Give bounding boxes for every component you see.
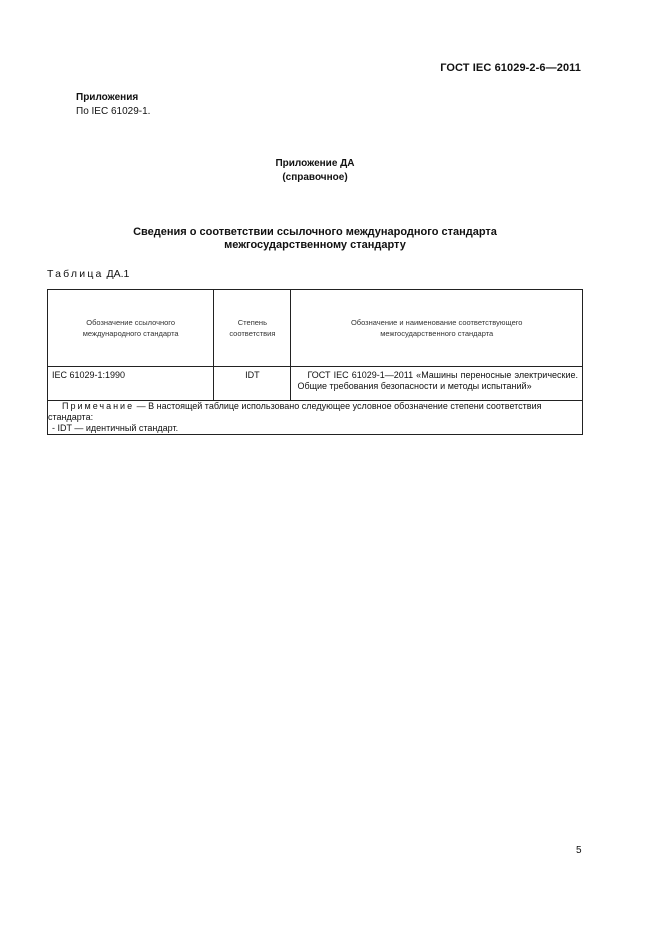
cell-ref-standard: IEC 61029-1:1990 bbox=[48, 367, 214, 401]
appendices-heading: Приложения bbox=[76, 92, 139, 103]
header-ref-standard bbox=[48, 290, 214, 367]
note-paragraph bbox=[48, 401, 582, 423]
page-number: 5 bbox=[576, 845, 582, 856]
table-row bbox=[48, 367, 583, 401]
table-note-row bbox=[48, 401, 583, 435]
table-header-row bbox=[48, 290, 583, 367]
section-title-block bbox=[0, 226, 630, 252]
header-interstate-standard bbox=[291, 290, 583, 367]
section-title-line1: Сведения о соответствии ссылочного международного стандарта bbox=[133, 226, 497, 238]
cell-interstate-standard: ГОСТ IEC 61029-1—2011 «Машины переносные электрические. Общие требования безопасности и методы испытаний» bbox=[291, 367, 583, 401]
header-degree bbox=[214, 290, 291, 367]
annex-subtitle: (справочное) bbox=[282, 172, 348, 183]
table-caption bbox=[47, 268, 129, 280]
annex-title: Приложение ДА bbox=[275, 158, 355, 169]
table-caption-prefix: Таблица bbox=[47, 268, 104, 280]
cell-degree: IDT bbox=[214, 367, 291, 401]
note-item: - IDT — идентичный стандарт. bbox=[52, 423, 179, 433]
annex-title-block bbox=[0, 157, 630, 185]
appendices-text: По IEC 61029-1. bbox=[76, 106, 151, 117]
section-title-line2: межгосударственному стандарту bbox=[224, 239, 406, 251]
header-ref-standard-text: Обозначение ссылочного международного стандарта bbox=[82, 318, 179, 338]
table-caption-number: ДА.1 bbox=[106, 268, 130, 280]
note-label: Примечание bbox=[62, 401, 135, 411]
table-note bbox=[48, 401, 583, 435]
reference-table bbox=[47, 289, 583, 435]
standard-designation: ГОСТ IEC 61029-2-6—2011 bbox=[440, 62, 581, 74]
header-degree-text: Степень соответствия bbox=[229, 318, 276, 338]
note-text: — В настоящей таблице использовано следующее условное обозначение степени соответствия стандарта: bbox=[48, 401, 542, 422]
header-interstate-standard-text: Обозначение и наименование соответствующего межгосударственного стандарта bbox=[350, 318, 523, 338]
